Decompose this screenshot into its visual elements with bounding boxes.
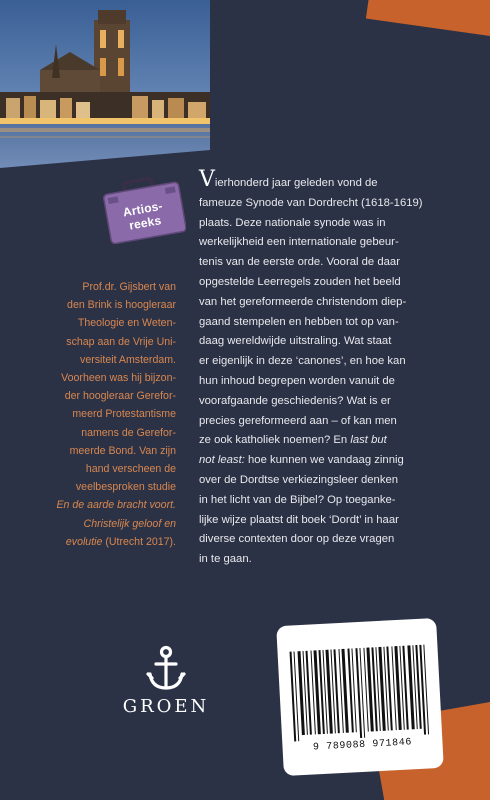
bio-line: namens de Gerefor- [81, 426, 176, 439]
publisher-logo [108, 644, 224, 724]
blurb-line: in te gaan. [199, 553, 252, 566]
bio-line: meerde Bond. Van zijn [69, 444, 176, 457]
blurb-line: voorafgaande geschiedenis? Wat is er [199, 394, 391, 407]
blurb-text: ierhonderd jaar geleden vond de [214, 177, 378, 189]
blurb-line: werkelijkheid een internationale gebeur- [199, 236, 399, 249]
bio-line: hand verscheen de [85, 463, 176, 476]
series-label: Artios-reeks [121, 198, 164, 233]
bio-line: schap aan de Vrije Uni- [66, 335, 176, 348]
isbn-number: 9 789088 971846 [312, 737, 413, 754]
blurb-line: fameuze Synode van Dordrecht (1618-1619) [199, 196, 423, 209]
blurb-line: hun inhoud begrepen worden vanuit de [199, 374, 395, 387]
blurb-line: gaand stempelen en hebben tot op van- [199, 315, 399, 328]
blurb-line: in het licht van de Bijbel? Op toeganke- [199, 493, 396, 506]
blurb-line [199, 167, 461, 194]
bio-line: den Brink is hoogleraar [67, 299, 176, 312]
drop-cap: V [199, 167, 215, 192]
blurb-line: plaats. Deze nationale synode was in [199, 216, 386, 229]
author-bio [52, 278, 176, 551]
bio-line: meerd Protestantisme [72, 408, 176, 421]
bio-line [52, 533, 176, 551]
blurb-text: hoe kunnen we vandaag zinnig [244, 454, 404, 467]
blurb-line: precies gereformeerd aan – of kan men [199, 414, 397, 427]
bio-book-title: Christelijk geloof en [83, 517, 176, 530]
bio-pub-info: (Utrecht 2017). [102, 535, 176, 548]
blurb-line: diverse contexten door op deze vragen [199, 533, 395, 546]
bio-line: versiteit Amsterdam. [80, 353, 176, 366]
series-suitcase-badge [102, 172, 186, 244]
bio-line: Prof.dr. Gijsbert van [82, 281, 176, 293]
blurb-italic: last but [350, 434, 387, 447]
blurb-line: er eigenlijk in deze ‘canones’, en hoe kan [199, 355, 406, 368]
bio-book-title: En de aarde bracht voort. [56, 499, 176, 512]
bio-line: Theologie en Weten- [77, 317, 176, 330]
blurb-line: lijke wijze plaatst dit boek ‘Dordt’ in haar [199, 513, 399, 526]
orange-accent-top [366, 0, 490, 41]
blurb-line: daag wereldwijde uitstraling. Wat staat [199, 335, 392, 348]
book-blurb [199, 167, 461, 570]
blurb-line: opgestelde Leerregels zouden het beeld [199, 275, 401, 288]
blurb-line: tenis van de eerste orde. Vooral de daar [199, 256, 400, 269]
dordrecht-photo [0, 0, 210, 180]
barcode [276, 618, 444, 776]
anchor-icon [108, 644, 224, 696]
blurb-italic: not least: [199, 454, 245, 467]
barcode-bars [288, 644, 433, 741]
bio-book-title: evolutie [65, 535, 103, 548]
publisher-name: GROEN [122, 696, 210, 717]
bio-line: der hoogleraar Gerefor- [64, 390, 176, 403]
bio-line: Voorheen was hij bijzon- [61, 372, 176, 385]
blurb-line: over de Dordtse verkiezingsleer denken [199, 473, 399, 486]
blurb-line [199, 431, 461, 451]
blurb-line [199, 451, 461, 471]
bio-line: veelbesproken studie [75, 481, 176, 494]
blurb-line: van het gereformeerde christendom diep- [199, 295, 407, 308]
blurb-text: ze ook katholiek noemen? En [199, 434, 348, 447]
